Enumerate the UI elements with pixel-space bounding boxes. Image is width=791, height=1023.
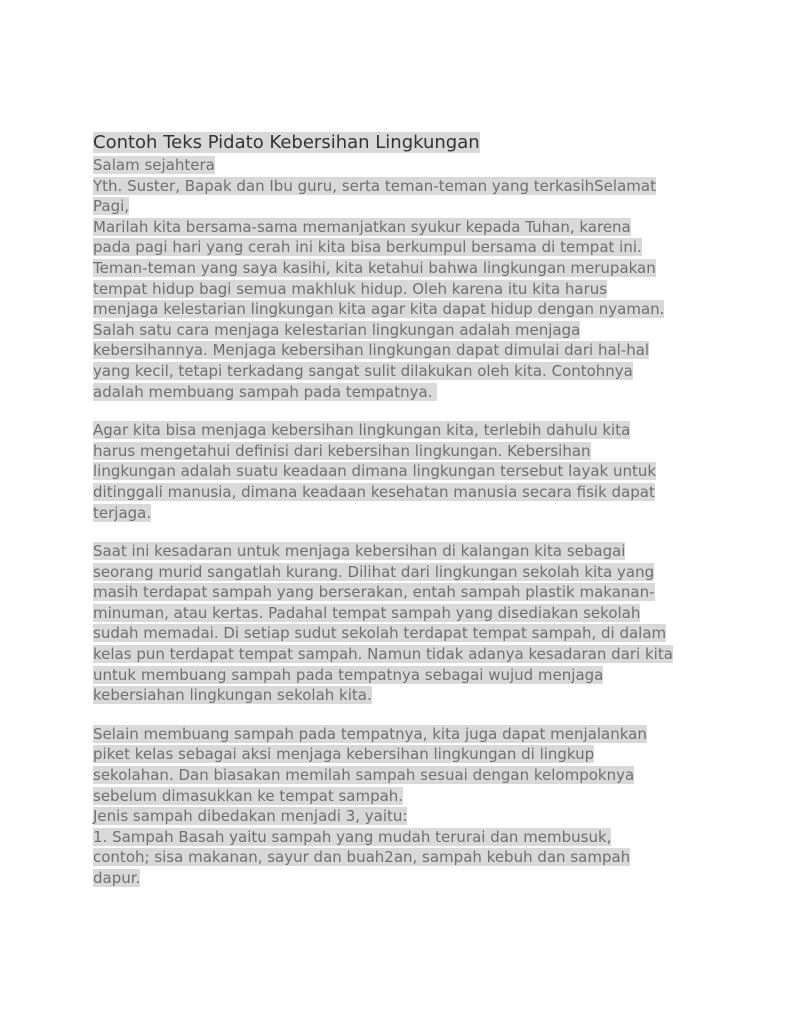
highlighted-text: kebersiahan lingkungan sekolah kita. <box>93 686 372 705</box>
highlighted-text: Yth. Suster, Bapak dan Ibu guru, serta teman-teman yang terkasihSelamat <box>93 176 656 195</box>
highlighted-text: Pagi, <box>93 197 130 216</box>
highlighted-text: ditinggali manusia, dimana keadaan kesehatan manusia secara fisik dapat <box>93 482 655 501</box>
highlighted-text: contoh; sisa makanan, sayur dan buah2an, sampah kebuh dan sampah <box>93 848 631 867</box>
highlighted-text: adalah membuang sampah pada tempatnya. <box>93 382 438 401</box>
text-line <box>93 461 703 482</box>
highlighted-text: Agar kita bisa menjaga kebersihan lingkungan kita, terlebih dahulu kita <box>93 421 631 440</box>
highlighted-text: kebersihannya. Menjaga kebersihan lingkungan dapat dimulai dari hal-hal <box>93 341 650 360</box>
text-line <box>93 258 703 279</box>
text-line <box>93 827 703 848</box>
text-line <box>93 279 703 300</box>
highlighted-text: Salah satu cara menjaga kelestarian lingkungan adalah menjaga <box>93 320 581 339</box>
highlighted-text: Salam sejahtera <box>93 156 215 174</box>
highlighted-text: Selain membuang sampah pada tempatnya, kita juga dapat menjalankan <box>93 724 647 743</box>
text-line <box>93 299 703 320</box>
highlighted-text: sekolahan. Dan biasakan memilah sampah sesuai dengan kelompoknya <box>93 766 635 785</box>
highlighted-text: pada pagi hari yang cerah ini kita bisa berkumpul bersama di tempat ini. <box>93 238 642 257</box>
highlighted-text: terjaga. <box>93 503 152 522</box>
paragraph-gap <box>93 402 703 420</box>
text-line <box>93 847 703 868</box>
text-line <box>93 482 703 503</box>
paragraph <box>93 724 703 889</box>
paragraph <box>93 155 703 402</box>
highlighted-text: menjaga kelestarian lingkungan kita agar kita dapat hidup dengan nyaman. <box>93 300 665 319</box>
text-line <box>93 644 703 665</box>
paragraph <box>93 541 703 706</box>
document-body <box>93 131 703 889</box>
highlighted-text: piket kelas sebagai aksi menjaga kebersihan lingkungan di lingkup <box>93 745 595 764</box>
text-line <box>93 582 703 603</box>
highlighted-text: kelas pun terdapat tempat sampah. Namun tidak adanya kesadaran dari kita <box>93 645 673 664</box>
text-line <box>93 541 703 562</box>
text-line <box>93 623 703 644</box>
text-line <box>93 361 703 382</box>
text-line <box>93 340 703 361</box>
highlighted-text: seorang murid sangatlah kurang. Dilihat dari lingkungan sekolah kita yang <box>93 562 655 581</box>
highlighted-text: 1. Sampah Basah yaitu sampah yang mudah terurai dan membusuk, <box>93 827 612 846</box>
paragraph <box>93 420 703 523</box>
text-line <box>93 744 703 765</box>
text-line <box>93 603 703 624</box>
highlighted-text: Marilah kita bersama-sama memanjatkan syukur kepada Tuhan, karena <box>93 217 631 236</box>
highlighted-text: harus mengetahui definisi dari kebersihan lingkungan. Kebersihan <box>93 441 591 460</box>
text-line <box>93 382 703 403</box>
highlighted-text: dapur. <box>93 869 141 887</box>
highlighted-text: Saat ini kesadaran untuk menjaga kebersihan di kalangan kita sebagai <box>93 542 626 561</box>
text-line <box>93 155 703 176</box>
highlighted-text: lingkungan adalah suatu keadaan dimana lingkungan tersebut layak untuk <box>93 462 657 481</box>
highlighted-text: sudah memadai. Di setiap sudut sekolah terdapat tempat sampah, di dalam <box>93 624 667 643</box>
text-line <box>93 665 703 686</box>
text-line <box>93 806 703 827</box>
highlighted-text: masih terdapat sampah yang berserakan, entah sampah plastik makanan- <box>93 583 655 602</box>
text-line <box>93 562 703 583</box>
text-line <box>93 420 703 441</box>
text-line <box>93 503 703 524</box>
paragraph-gap <box>93 523 703 541</box>
text-line <box>93 685 703 706</box>
highlighted-text: tempat hidup bagi semua makhluk hidup. Oleh karena itu kita harus <box>93 279 608 298</box>
highlighted-text: sebelum dimasukkan ke tempat sampah. <box>93 786 404 805</box>
highlighted-text: Teman-teman yang saya kasihi, kita ketahui bahwa lingkungan merupakan <box>93 258 656 277</box>
text-line <box>93 176 703 197</box>
speech-text <box>93 155 703 889</box>
text-line <box>93 441 703 462</box>
text-line <box>93 724 703 745</box>
text-line <box>93 765 703 786</box>
text-line <box>93 196 703 217</box>
text-line <box>93 237 703 258</box>
paragraph-gap <box>93 706 703 724</box>
text-line <box>93 217 703 238</box>
text-line <box>93 868 703 889</box>
highlighted-text: yang kecil, tetapi terkadang sangat sulit dilakukan oleh kita. Contohnya <box>93 361 633 380</box>
text-line <box>93 786 703 807</box>
highlighted-text: Jenis sampah dibedakan menjadi 3, yaitu: <box>93 807 408 826</box>
document-title: Contoh Teks Pidato Kebersihan Lingkungan <box>93 132 480 153</box>
highlighted-text: untuk membuang sampah pada tempatnya sebagai wujud menjaga <box>93 665 604 684</box>
highlighted-text: minuman, atau kertas. Padahal tempat sampah yang disediakan sekolah <box>93 603 641 622</box>
text-line <box>93 320 703 341</box>
